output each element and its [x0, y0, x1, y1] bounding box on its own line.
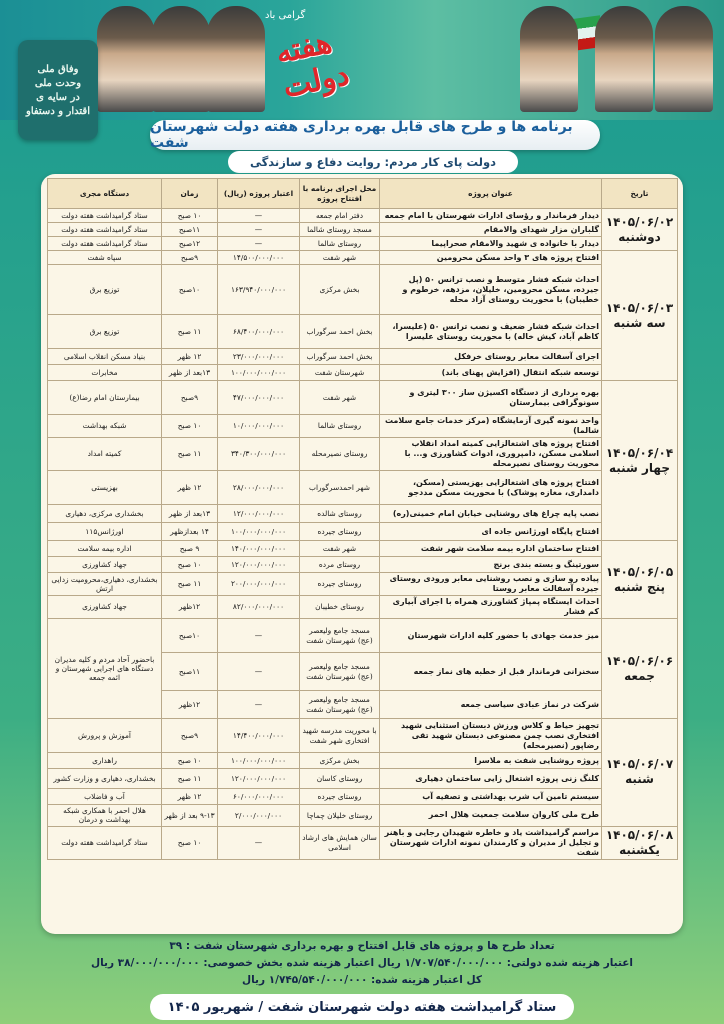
table-row [48, 209, 678, 223]
title-cell: اجرای آسفالت معابر روستای خرفکل [380, 349, 602, 365]
location-cell: مسجد جامع ولیعصر (عج) شهرستان شفت [300, 619, 380, 653]
date-cell [602, 251, 678, 381]
credit-cell: ۲/۰۰۰/۰۰۰/۰۰۰ [218, 805, 300, 827]
credit-cell: ۱۶۳/۹۴۰/۰۰۰/۰۰۰ [218, 265, 300, 315]
column-header-title: عنوان پروژه [380, 179, 602, 209]
title-cell: گلباران مزار شهدای والامقام [380, 223, 602, 237]
date-cell [602, 209, 678, 251]
credit-cell: — [218, 209, 300, 223]
organizer-bar: ستاد گرامیداشت هفته دولت شهرستان شفت / شهریور ۱۴۰۵ [150, 994, 574, 1020]
time-cell: ۱۲ ظهر [162, 349, 218, 365]
title-cell: بهره برداری از دستگاه اکسیژن ساز ۳۰۰ لیتری و سونوگرافی بیمارستان [380, 381, 602, 415]
table-header-row [48, 179, 678, 209]
credit-cell: ۱۴/۴۰۰/۰۰۰/۰۰۰ [218, 719, 300, 753]
time-cell: ۱۰ صبح [162, 557, 218, 573]
title-cell: سخنرانی فرماندار قبل از خطبه های نماز جمعه [380, 653, 602, 691]
agency-cell: ستاد گرامیداشت هفته دولت [48, 237, 162, 251]
slogan-line: وحدت ملی [34, 77, 82, 89]
location-cell: روستای خطیبان [300, 596, 380, 619]
title-cell: تجهیز حیاط و کلاس ورزش دبستان استثنایی شهید افتخاری نصب چمن مصنوعی دبستان شهید تقی رضاپور (نصیرمحله) [380, 719, 602, 753]
location-cell: روستای شالما [300, 415, 380, 438]
time-cell: ۱۳بعد از ظهر [162, 505, 218, 523]
table-row [48, 753, 678, 769]
column-header-location: محل اجرای برنامه با افتتاح پروژه [300, 179, 380, 209]
agency-cell: جهاد کشاورزی [48, 557, 162, 573]
weekday-value: شنبه [625, 772, 654, 787]
credit-cell: ۶۰/۰۰۰/۰۰۰/۰۰۰ [218, 789, 300, 805]
credit-cell: — [218, 619, 300, 653]
location-cell: روستای شالده [300, 505, 380, 523]
title-cell: احداث شبکه فشار متوسط و نصب ترانس ۵۰ (پل جیرده، مسکن محرومین، خلیلان، مزدهه، خرطوم و خطیبان) با محوریت روستای آزاد محله [380, 265, 602, 315]
credit-cell: ۱۴۰/۰۰۰/۰۰۰/۰۰۰ [218, 541, 300, 557]
title-cell: افتتاح پروژه های اشتغالزایی کمیته امداد انقلاب اسلامی مسکن، دامپروری، ادوات کشاورزی و... با محوریت روستای نصیرمحله [380, 438, 602, 471]
table-row [48, 505, 678, 523]
title-cell: شرکت در نماز عبادی سیاسی جمعه [380, 691, 602, 719]
title-cell: پروژه روشنایی شفت به ملاسرا [380, 753, 602, 769]
time-cell: ۱۱ صبح [162, 438, 218, 471]
table-row [48, 237, 678, 251]
table-row [48, 573, 678, 596]
time-cell: ۱۰صبح [162, 265, 218, 315]
page-subtitle: دولت پای کار مردم: روایت دفاع و سازندگی [228, 151, 518, 173]
title-cell: دیدار فرماندار و رؤسای ادارات شهرستان با امام جمعه [380, 209, 602, 223]
page-title: برنامه ها و طرح های قابل بهره برداری هفته دولت شهرستان شفت [150, 120, 600, 150]
time-cell: ۹صبح [162, 719, 218, 753]
project-count-text: تعداد طرح ها و پروژه های قابل افتتاح و بهره برداری شهرستان شفت : ۳۹ [169, 940, 555, 952]
location-cell: بخش احمد سرگوراب [300, 315, 380, 349]
table-row [48, 826, 678, 859]
agency-cell: ستاد گرامیداشت هفته دولت [48, 209, 162, 223]
credit-cell: — [218, 653, 300, 691]
agency-cell: بنیاد مسکن انقلاب اسلامی [48, 349, 162, 365]
date-cell [602, 381, 678, 541]
time-cell: ۱۴ بعدازظهر [162, 523, 218, 541]
time-cell: ۹صبح [162, 251, 218, 265]
location-cell: شهر شفت [300, 381, 380, 415]
location-cell: بخش احمد سرگوراب [300, 349, 380, 365]
location-cell: شهر شفت [300, 541, 380, 557]
title-cell: سورتینگ و بسته بندی برنج [380, 557, 602, 573]
title-cell: توسعه شبکه انتقال (افزایش پهنای باند) [380, 365, 602, 381]
column-header-credit: اعتبار پروژه (ریال) [218, 179, 300, 209]
agency-cell: راهداری [48, 753, 162, 769]
location-cell: سالن همایش های ارشاد اسلامی [300, 826, 380, 859]
credit-cell: ۳۴۰/۳۰۰/۰۰۰/۰۰۰ [218, 438, 300, 471]
table-row [48, 719, 678, 753]
time-cell: ۱۲ ظهر [162, 471, 218, 505]
location-cell: با محوریت مدرسه شهید افتخاری شهر شفت [300, 719, 380, 753]
portrait-photo [655, 6, 713, 112]
date-cell [602, 719, 678, 827]
title-cell: افتتاح ساختمان اداره بیمه سلامت شهر شفت [380, 541, 602, 557]
title-cell: افتتاح پایگاه اورژانس جاده ای [380, 523, 602, 541]
table-row [48, 541, 678, 557]
time-cell: ۱۰ صبح [162, 826, 218, 859]
weekday-value: دوشنبه [618, 229, 661, 244]
credit-cell: ۱۲۰/۰۰۰/۰۰۰/۰۰۰ [218, 557, 300, 573]
credit-cell: ۸۲/۰۰۰/۰۰۰/۰۰۰ [218, 596, 300, 619]
credit-cell: ۴۷/۰۰۰/۰۰۰/۰۰۰ [218, 381, 300, 415]
title-cell: احداث ایستگاه پمپاژ کشاورزی همراه با اجرای آبیاری کم فشار [380, 596, 602, 619]
weekday-value: یکشنبه [619, 842, 660, 857]
agency-cell: توزیع برق [48, 265, 162, 315]
brand-title: هفته دولت [272, 25, 353, 106]
time-cell: ۱۱ صبح [162, 573, 218, 596]
agency-cell: اداره بیمه سلامت [48, 541, 162, 557]
table-row [48, 769, 678, 789]
agency-cell: ستاد گرامیداشت هفته دولت [48, 223, 162, 237]
location-cell: روستای شالما [300, 237, 380, 251]
agency-cell: جهاد کشاورزی [48, 596, 162, 619]
table-row [48, 619, 678, 653]
credit-cell: ۱۰۰/۰۰۰/۰۰۰/۰۰۰ [218, 523, 300, 541]
agency-cell: باحضور آحاد مردم و کلیه مدیران دستگاه های اجرایی شهرستان و ائمه جمعه [48, 619, 162, 719]
table-row [48, 789, 678, 805]
weekday-value: چهار شنبه [608, 460, 671, 475]
table-row [48, 557, 678, 573]
time-cell: ۱۲ظهر [162, 691, 218, 719]
time-cell: ۱۱صبح [162, 223, 218, 237]
table-row [48, 265, 678, 315]
location-cell: روستای جیرده [300, 523, 380, 541]
credit-cell: — [218, 826, 300, 859]
title-cell: کلنگ زنی پروژه اشتغال زایی ساختمان دهیاری [380, 769, 602, 789]
slogan-logo [18, 40, 98, 140]
table-row [48, 596, 678, 619]
agency-cell: بیمارستان امام رضا(ع) [48, 381, 162, 415]
location-cell: مسجد جامع ولیعصر (عج) شهرستان شفت [300, 653, 380, 691]
column-header-date: تاریخ [602, 179, 678, 209]
agency-cell: مخابرات [48, 365, 162, 381]
time-cell: ۱۱صبح [162, 653, 218, 691]
agency-cell: بخشداری، دهیاری و وزارت کشور [48, 769, 162, 789]
location-cell: روستای مرده [300, 557, 380, 573]
title-cell: افتتاح پروژه های اشتغالزایی بهزیستی (مسکن، دامداری، مغازه پوشاک) با محوریت مسکن مددجو [380, 471, 602, 505]
time-cell: ۱۰صبح [162, 619, 218, 653]
time-cell: ۹صبح [162, 381, 218, 415]
title-cell: طرح ملی کاروان سلامت جمعیت هلال احمر [380, 805, 602, 827]
title-cell: سیستم تامین آب شرب بهداشتی و تصفیه آب [380, 789, 602, 805]
slogan-line: وفاق ملی [37, 63, 79, 75]
table-row [48, 315, 678, 349]
credit-cell: ۱۰۰/۰۰۰/۰۰۰/۰۰۰ [218, 753, 300, 769]
agency-cell: ستاد گرامیداشت هفته دولت [48, 826, 162, 859]
date-cell [602, 619, 678, 719]
agency-cell: شبکه بهداشت [48, 415, 162, 438]
title-cell: افتتاح پروژه های ۳ واحد مسکن محرومین [380, 251, 602, 265]
time-cell: ۱۱ صبح [162, 315, 218, 349]
program-table [47, 178, 678, 860]
location-cell: مسجد جامع ولیعصر (عج) شهرستان شفت [300, 691, 380, 719]
agency-cell: سپاه شفت [48, 251, 162, 265]
table-row [48, 438, 678, 471]
title-cell: واحد نمونه گیری آزمایشگاه (مرکز خدمات جامع سلامت شالما) [380, 415, 602, 438]
agency-cell: کمیته امداد [48, 438, 162, 471]
portrait-photo [97, 6, 155, 112]
location-cell: شهر شفت [300, 251, 380, 265]
portrait-photo [152, 6, 210, 112]
credit-cell: — [218, 691, 300, 719]
location-cell: روستای خلیلان چماچا [300, 805, 380, 827]
location-cell: روستای جیرده [300, 789, 380, 805]
table-row [48, 415, 678, 438]
time-cell: ۱۲صبح [162, 237, 218, 251]
credit-cell: — [218, 237, 300, 251]
table-row [48, 381, 678, 415]
date-cell [602, 826, 678, 859]
title-cell: احداث شبکه فشار ضعیف و نصب ترانس ۵۰ (علیسرا، کاظم آباد، کیش خاله) با محوریت روستای علیسرا [380, 315, 602, 349]
agency-cell: توزیع برق [48, 315, 162, 349]
agency-cell: هلال احمر با همکاری شبکه بهداشت و درمان [48, 805, 162, 827]
date-value: ۱۴۰۵/۰۶/۰۷ [605, 757, 674, 772]
weekday-value: سه شنبه [613, 315, 666, 330]
summary-footer [24, 938, 700, 990]
portrait-photo [207, 6, 265, 112]
location-cell: روستای نصیرمحله [300, 438, 380, 471]
credit-breakdown-text: اعتبار هزینه شده دولتی: ۱/۷۰۷/۵۴۰/۰۰۰/۰۰۰ ریال اعتبار هزینه شده بخش خصوصی: ۳۸/۰۰۰/۰۰۰/۰۰۰ ریال [90, 957, 634, 969]
table-row [48, 471, 678, 505]
credit-cell: ۱۲۰/۰۰۰/۰۰۰/۰۰۰ [218, 769, 300, 789]
agency-cell: بخشداری مرکزی، دهیاری [48, 505, 162, 523]
credit-cell: ۲۸/۰۰۰/۰۰۰/۰۰۰ [218, 471, 300, 505]
agency-cell: بخشداری، دهیاری،محرومیت زدایی ارتش [48, 573, 162, 596]
date-value: ۱۴۰۵/۰۶/۰۳ [605, 300, 674, 315]
title-cell: دیدار با خانواده ی شهید والامقام صحراپیما [380, 237, 602, 251]
table-row [48, 251, 678, 265]
table-row [48, 365, 678, 381]
slogan-line: در سایه ی [36, 91, 80, 103]
total-credit-text: کل اعتبار هزینه شده: ۱/۷۴۵/۵۴۰/۰۰۰/۰۰۰ ریال [242, 974, 482, 986]
date-value: ۱۴۰۵/۰۶/۰۵ [605, 564, 674, 579]
column-header-time: زمان [162, 179, 218, 209]
time-cell: ۱۱ صبح [162, 769, 218, 789]
date-value: ۱۴۰۵/۰۶/۰۲ [605, 214, 674, 229]
week-of-government-logo [265, 10, 375, 106]
title-cell: مراسم گرامیداشت یاد و خاطره شهیدان رجایی و باهنر و تجلیل از مدیران و کارمندان نمونه ادارات شهرستان شفت [380, 826, 602, 859]
agency-cell: اورژانس۱۱۵ [48, 523, 162, 541]
column-header-agency: دستگاه مجری [48, 179, 162, 209]
credit-cell: ۱۲/۰۰۰/۰۰۰/۰۰۰ [218, 505, 300, 523]
time-cell: ۱۲ ظهر [162, 789, 218, 805]
slogan-line: اقتدار و دستفاو [25, 105, 90, 117]
agency-cell: بهزیستی [48, 471, 162, 505]
date-value: ۱۴۰۵/۰۶/۰۴ [605, 445, 674, 460]
date-value: ۱۴۰۵/۰۶/۰۶ [605, 653, 674, 668]
time-cell: ۱۰ صبح [162, 209, 218, 223]
credit-cell: ۶۸/۴۰۰/۰۰۰/۰۰۰ [218, 315, 300, 349]
location-cell: مسجد روستای شالما [300, 223, 380, 237]
credit-cell: — [218, 223, 300, 237]
table-row [48, 349, 678, 365]
credit-cell: ۱۰۰/۰۰۰/۰۰۰/۰۰۰ [218, 365, 300, 381]
date-cell [602, 541, 678, 619]
credit-cell: ۱۰/۰۰۰/۰۰۰/۰۰۰ [218, 415, 300, 438]
time-cell: ۱۰ صبح [162, 415, 218, 438]
weekday-value: پنج شنبه [613, 579, 666, 594]
agency-cell: آب و فاضلاب [48, 789, 162, 805]
table-row [48, 223, 678, 237]
location-cell: شهرستان شفت [300, 365, 380, 381]
time-cell: ۱۲ظهر [162, 596, 218, 619]
portrait-photo [595, 6, 653, 112]
header-banner [0, 0, 724, 120]
weekday-value: جمعه [624, 668, 655, 683]
title-cell: پیاده رو سازی و نصب روشنایی معابر ورودی روستای جیرده آسفالت معابر روستا [380, 573, 602, 596]
time-cell: ۱۳بعد از ظهر [162, 365, 218, 381]
time-cell: ۹ صبح [162, 541, 218, 557]
location-cell: روستای جیرده [300, 573, 380, 596]
table-row [48, 523, 678, 541]
time-cell: ۱۰ صبح [162, 753, 218, 769]
title-cell: نصب پایه چراغ های روشنایی خیابان امام خمینی(ره) [380, 505, 602, 523]
location-cell: بخش مرکزی [300, 753, 380, 769]
date-value: ۱۴۰۵/۰۶/۰۸ [605, 827, 674, 842]
credit-cell: ۱۴/۵۰۰/۰۰۰/۰۰۰ [218, 251, 300, 265]
time-cell: ۹-۱۳ بعد از ظهر [162, 805, 218, 827]
portrait-photo [520, 6, 578, 112]
brand-caption: گرامی باد [265, 10, 306, 21]
location-cell: بخش مرکزی [300, 265, 380, 315]
program-table-card [41, 174, 683, 934]
title-cell: میز خدمت جهادی با حضور کلیه ادارات شهرستان [380, 619, 602, 653]
table-row [48, 805, 678, 827]
location-cell: دفتر امام جمعه [300, 209, 380, 223]
location-cell: روستای کاسان [300, 769, 380, 789]
credit-cell: ۲۰۰/۰۰۰/۰۰۰/۰۰۰ [218, 573, 300, 596]
credit-cell: ۲۳/۰۰۰/۰۰۰/۰۰۰ [218, 349, 300, 365]
agency-cell: آموزش و پرورش [48, 719, 162, 753]
location-cell: شهر احمدسرگوراب [300, 471, 380, 505]
